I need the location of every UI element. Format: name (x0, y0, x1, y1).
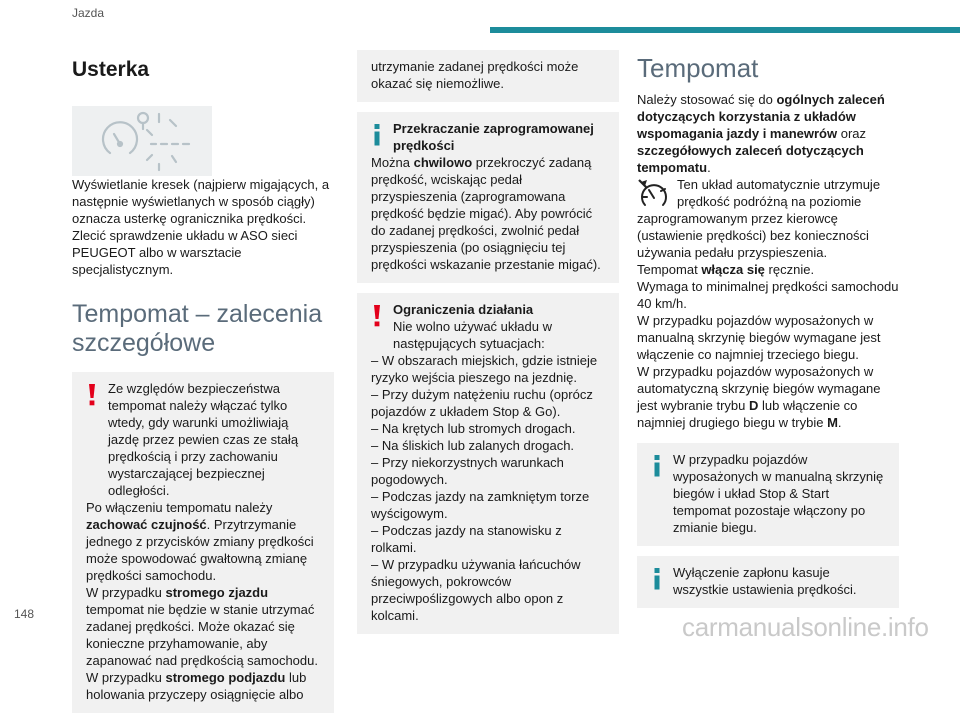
cruise-control-heading: Tempomat (637, 53, 759, 83)
watermark: carmanualsonline.info (682, 612, 929, 642)
info-box-ignition (637, 556, 899, 608)
column-3 (637, 50, 899, 608)
info-text-stop-start: W przypadku pojazdów wyposażonych w manualną skrzynię biegów i układ Stop & Start tempomat pozostaje włączony po zmianie biegu. (673, 452, 884, 535)
list-item: – Przy niekorzystnych warunkach pogodowych. (371, 455, 564, 487)
list-item: – Na krętych lub stromych drogach. (371, 421, 576, 436)
usterka-text: Wyświetlanie kresek (najpierw migających, a następnie wyświetlanych w sposób ciągły) oznacza usterkę ogranicznika prędkości. Zlecić sprawdzenie układu w ASO sieci PEUGEOT albo w warsztacie specjalistycznym. (72, 177, 330, 277)
list-item: – Na śliskich lub zalanych drogach. (371, 438, 575, 453)
warning-title-limits: Ograniczenia działania (393, 302, 534, 317)
info-text-overspeed: Można chwilowo przekroczyć zadaną prędkość, wciskając pedał przyspieszenia (zaprogramowana prędkość będzie migać). Aby powrócić do zadanej prędkości, zwolnić pedał przyspieszenia (po osiągnięciu tej prędkości wskazanie przestanie migać). (371, 155, 601, 272)
info-icon (649, 454, 665, 478)
cruise-description-text: Ten układ automatycznie utrzymuje prędkość podróżną na poziomie zaprogramowanym przez kierowcę (ustawienie prędkości) bez konieczności używania pedału przyspieszenia. (637, 177, 881, 260)
info-box-stop-start (637, 443, 899, 546)
warning-exclamation-icon (84, 383, 100, 407)
running-header: Jazda (72, 6, 105, 20)
column-2 (357, 50, 619, 634)
continued-box (357, 50, 619, 102)
list-item: – Podczas jazdy na stanowisku z rolkami. (371, 523, 562, 555)
list-item: – Podczas jazdy na zamkniętym torze wyścigowym. (371, 489, 590, 521)
section-heading-cruise-recommendations: Tempomat – zalecenia szczegółowe (72, 300, 323, 357)
info-box-overspeed (357, 112, 619, 283)
cruise-control-icon (637, 178, 671, 208)
warning-box-safety (72, 372, 334, 713)
continued-text: utrzymanie zadanej prędkości może okazać się niemożliwe. (371, 59, 579, 91)
info-icon (369, 123, 385, 147)
warning-text-2: Po włączeniu tempomatu należy zachować czujność. Przytrzymanie jednego z przycisków zmiany prędkości może spowodować gwałtowną zmianę prędkości samochodu. (86, 500, 314, 583)
warning-exclamation-icon (369, 304, 385, 328)
cruise-min-speed: Wymaga to minimalnej prędkości samochodu 40 km/h. (637, 279, 899, 311)
warning-box-limits (357, 293, 619, 634)
speed-limiter-fault-icon (72, 106, 212, 176)
info-text-ignition: Wyłączenie zapłonu kasuje wszystkie ustawienia prędkości. (673, 565, 857, 597)
cruise-intro: Należy stosować się do ogólnych zaleceń dotyczących korzystania z układów wspomagania jazdy i manewrów oraz szczegółowych zaleceń dotyczących tempomatu. (637, 92, 885, 175)
page-number: 148 (14, 607, 35, 621)
warning-text-1: Ze względów bezpieczeństwa tempomat należy włączać tylko wtedy, gdy warunki umożliwiają jazdę przez pewien czas ze stałą prędkością i przy zachowaniu wystarczającej bezpiecznej odległości. (108, 381, 299, 498)
warning-intro-limits: Nie wolno używać układu w następujących sytuacjach: (393, 319, 552, 351)
list-item: – Przy dużym natężeniu ruchu (oprócz pojazdów z układem Stop & Go). (371, 387, 593, 419)
cruise-manual-gearbox: W przypadku pojazdów wyposażonych w manualną skrzynię biegów wymagane jest włączenie co najmniej trzeciego biegu. (637, 313, 881, 362)
cruise-description (637, 176, 899, 261)
warning-text-3: W przypadku stromego zjazdu tempomat nie będzie w stanie utrzymać zadanej prędkości. Może okazać się konieczne przyhamowanie, aby zapanować nad prędkością samochodu. (86, 585, 318, 668)
info-icon (649, 567, 665, 591)
header-accent-bar (490, 27, 960, 33)
info-title-overspeed: Przekraczanie zaprogramowanej prędkości (393, 121, 594, 153)
warning-text-4: W przypadku stromego podjazdu lub holowania przyczepy osiągnięcie albo (86, 670, 307, 702)
list-item: – W przypadku używania łańcuchów śniegowych, pokrowców przeciwpoślizgowych albo opon z kolcami. (371, 557, 581, 623)
cruise-activation: Tempomat włącza się ręcznie. (637, 262, 815, 277)
cruise-automatic-gearbox: W przypadku pojazdów wyposażonych w automatyczną skrzynię biegów wymagane jest wybranie trybu D lub włączenie co najmniej drugiego biegu w trybie M. (637, 364, 881, 430)
usterka-heading: Usterka (72, 58, 150, 81)
list-item: – W obszarach miejskich, gdzie istnieje ryzyko wejścia pieszego na jezdnię. (371, 353, 598, 385)
column-1 (72, 50, 334, 713)
